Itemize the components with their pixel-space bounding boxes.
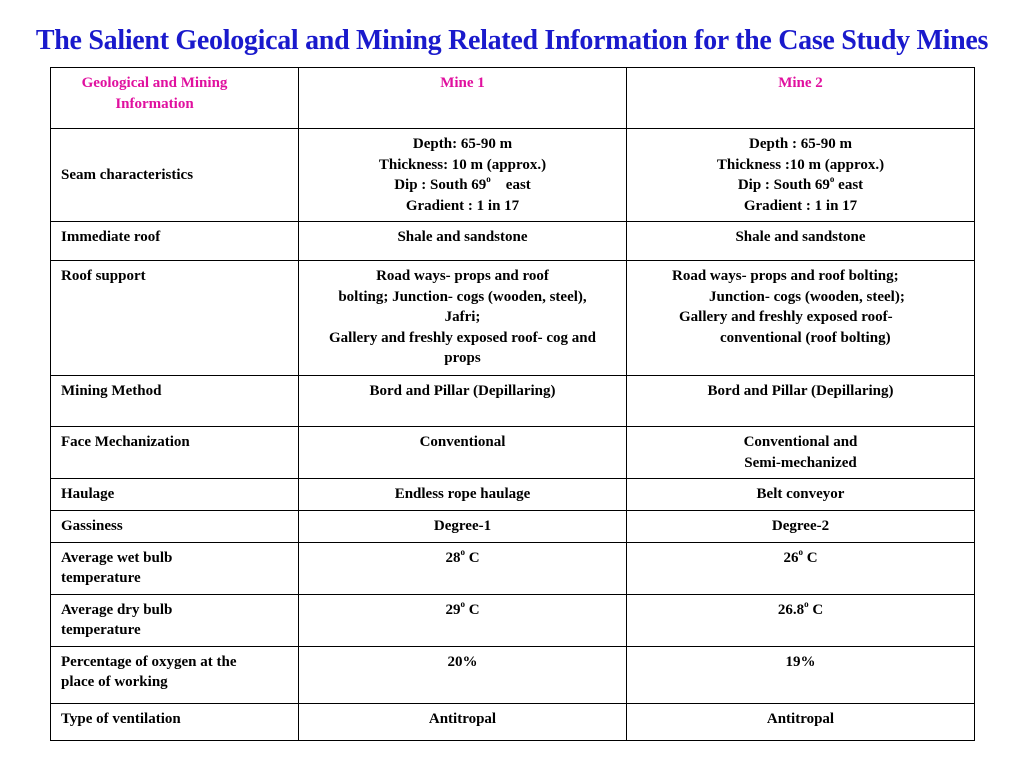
dry-bulb-mine2 — [627, 594, 975, 646]
wet-bulb-mine2 — [627, 542, 975, 594]
table-row-dry-bulb — [51, 594, 975, 646]
seam-mine2-gradient: Gradient : 1 in 17 — [743, 197, 858, 214]
degree-symbol: o — [798, 546, 803, 557]
seam-mine1-thickness: Thickness: 10 m (approx.) — [378, 156, 547, 173]
roof-support-mine1-line1: Road ways- props and roof — [376, 268, 549, 284]
roof-support-mine2-line2: Junction- cogs (wooden, steel); — [709, 288, 905, 305]
face-mechanization-label: Face Mechanization — [51, 427, 299, 479]
wet-bulb-mine1-unit: C — [468, 549, 480, 566]
seam-mine1 — [299, 129, 627, 222]
oxygen-mine2: 19% — [627, 646, 975, 703]
seam-mine1-dip — [309, 175, 616, 196]
haulage-mine1: Endless rope haulage — [299, 479, 627, 511]
ventilation-mine1: Antitropal — [299, 703, 627, 740]
gassiness-mine1: Degree-1 — [299, 510, 627, 542]
header-info-cell — [51, 68, 299, 129]
table-row-wet-bulb — [51, 542, 975, 594]
wet-bulb-label-line1: Average wet bulb — [61, 549, 173, 566]
ventilation-label: Type of ventilation — [51, 703, 299, 740]
header-mine2: Mine 2 — [627, 68, 975, 129]
roof-support-mine1-line5: props — [444, 350, 481, 366]
dry-bulb-mine1 — [299, 594, 627, 646]
face-mechanization-mine2-line2: Semi-mechanized — [744, 454, 857, 471]
seam-mine2-depth: Depth : 65-90 m — [749, 136, 852, 152]
wet-bulb-mine1-value: 28 — [445, 549, 461, 566]
haulage-label: Haulage — [51, 479, 299, 511]
seam-mine2-dip-direction: east — [838, 177, 864, 193]
dry-bulb-mine2-value: 26.8 — [777, 601, 805, 618]
table-row-mining-method — [51, 376, 975, 427]
table-row-ventilation — [51, 703, 975, 740]
degree-symbol: o — [460, 546, 465, 557]
wet-bulb-mine2-value: 26 — [783, 549, 799, 566]
oxygen-mine1: 20% — [299, 646, 627, 703]
seam-mine1-dip-value: Dip : South 69 — [394, 177, 487, 193]
wet-bulb-mine2-unit: C — [806, 549, 818, 566]
table-row-roof-support — [51, 261, 975, 376]
oxygen-label-line1: Percentage of oxygen at the — [61, 653, 237, 670]
oxygen-label — [51, 646, 299, 703]
header-mine1: Mine 1 — [299, 68, 627, 129]
roof-support-label: Roof support — [51, 261, 299, 376]
table-row-face-mechanization — [51, 427, 975, 479]
dry-bulb-mine2-unit: C — [812, 601, 824, 618]
table-row-gassiness — [51, 510, 975, 542]
wet-bulb-mine1 — [299, 542, 627, 594]
haulage-mine2: Belt conveyor — [627, 479, 975, 511]
seam-mine1-dip-direction: east — [505, 177, 531, 193]
mining-method-label: Mining Method — [51, 376, 299, 427]
dry-bulb-label-line2: temperature — [61, 622, 141, 638]
roof-support-mine2-line1: Road ways- props and roof bolting; — [672, 268, 899, 284]
header-info-line2: Information — [115, 95, 194, 112]
degree-symbol: o — [829, 174, 835, 184]
roof-support-mine2-line3: Gallery and freshly exposed roof- — [679, 309, 893, 325]
wet-bulb-label-line2: temperature — [61, 570, 141, 586]
seam-mine2 — [627, 129, 975, 222]
seam-mine2-dip — [637, 175, 964, 196]
roof-support-mine2 — [627, 261, 975, 376]
table-row-immediate-roof — [51, 222, 975, 261]
degree-symbol: o — [460, 598, 465, 609]
immediate-roof-label: Immediate roof — [51, 222, 299, 261]
roof-support-mine1 — [299, 261, 627, 376]
header-info-line1: Geological and Mining — [81, 75, 228, 91]
degree-symbol: o — [804, 598, 809, 609]
dry-bulb-mine1-value: 29 — [445, 601, 461, 618]
immediate-roof-mine2: Shale and sandstone — [627, 222, 975, 261]
dry-bulb-label — [51, 594, 299, 646]
seam-mine1-gradient: Gradient : 1 in 17 — [405, 197, 520, 214]
table-header-row — [51, 68, 975, 129]
degree-symbol: o — [486, 174, 491, 184]
oxygen-label-line2: place of working — [61, 674, 168, 690]
gassiness-mine2: Degree-2 — [627, 510, 975, 542]
mining-method-mine1: Bord and Pillar (Depillaring) — [299, 376, 627, 427]
seam-mine1-depth: Depth: 65-90 m — [412, 136, 513, 152]
dry-bulb-label-line1: Average dry bulb — [61, 601, 173, 618]
dry-bulb-mine1-unit: C — [468, 601, 480, 618]
table-row-haulage — [51, 479, 975, 511]
info-table — [50, 67, 975, 741]
mining-method-mine2: Bord and Pillar (Depillaring) — [627, 376, 975, 427]
wet-bulb-label — [51, 542, 299, 594]
seam-label: Seam characteristics — [51, 129, 299, 222]
roof-support-mine1-line4: Gallery and freshly exposed roof- cog and — [329, 329, 596, 346]
immediate-roof-mine1: Shale and sandstone — [299, 222, 627, 261]
face-mechanization-mine2 — [627, 427, 975, 479]
page-title: The Salient Geological and Mining Related Information for the Case Study Mines — [35, 25, 989, 56]
seam-mine2-thickness: Thickness :10 m (approx.) — [716, 156, 885, 173]
face-mechanization-mine2-line1: Conventional and — [743, 434, 858, 450]
roof-support-mine1-line3: Jafri; — [444, 309, 481, 325]
seam-mine2-dip-value: Dip : South 69 — [737, 177, 830, 193]
roof-support-mine1-line2: bolting; Junction- cogs (wooden, steel), — [338, 288, 587, 305]
ventilation-mine2: Antitropal — [627, 703, 975, 740]
table-row-seam — [51, 129, 975, 222]
face-mechanization-mine1: Conventional — [299, 427, 627, 479]
table-row-oxygen — [51, 646, 975, 703]
gassiness-label: Gassiness — [51, 510, 299, 542]
roof-support-mine2-line4: conventional (roof bolting) — [720, 329, 891, 346]
